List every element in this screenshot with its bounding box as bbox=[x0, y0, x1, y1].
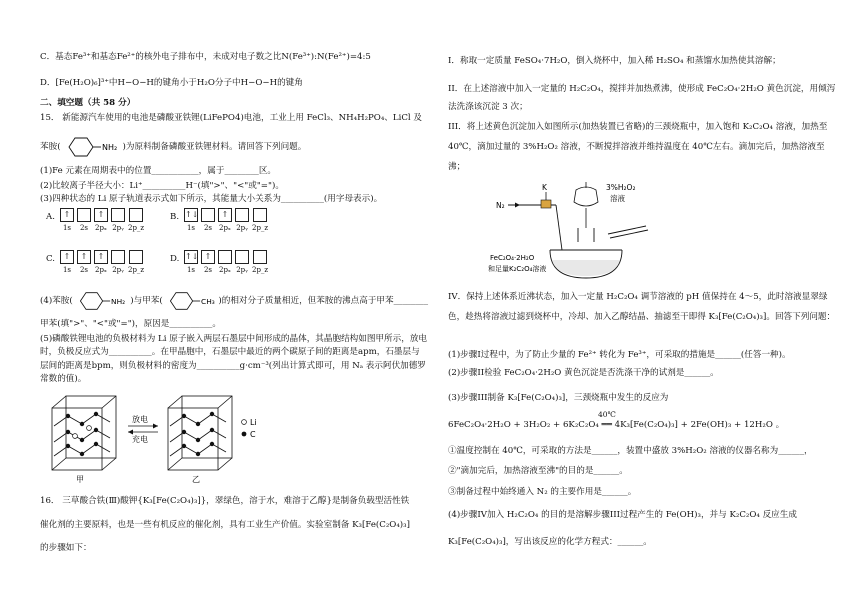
q15-part4d: 甲苯(填">"、"<"或"=")，原因是__________。 bbox=[40, 319, 221, 329]
orbital-label: 2s bbox=[79, 266, 89, 274]
nh2-text: NH₂ bbox=[110, 296, 125, 306]
left-column bbox=[40, 0, 428, 607]
q15-part2: (2)比较离子半径大小：Li⁺__________H⁻(填">"、"<"或"=")。 bbox=[40, 181, 284, 191]
aniline-structure bbox=[61, 136, 123, 158]
option-c: C．基态Fe³⁺和基态Fe²⁺的核外电子排布中，未成对电子数之比N(Fe³⁺):N(Fe²⁺)=4:5 bbox=[40, 52, 371, 62]
orbital-box: ↑ bbox=[60, 250, 74, 264]
orbital-d bbox=[170, 250, 271, 275]
apparatus-figure bbox=[486, 180, 666, 280]
orbital-box: ↑ bbox=[218, 208, 232, 222]
q16-stem-3: 的步骤如下： bbox=[40, 543, 92, 553]
orbital-label: 2p_z bbox=[128, 224, 145, 232]
orbital-box: ↑↓ bbox=[184, 250, 198, 264]
orbital-b bbox=[170, 208, 271, 233]
orbital-box: ↑ bbox=[94, 250, 108, 264]
q16-stem-1: 16． 三草酸合铁(Ⅲ)酸钾{K₃[Fe(C₂O₄)₃]}，翠绿色，溶于水，难溶于乙醇}是制备负载型活性铁 bbox=[40, 496, 410, 506]
orbital-label: 2s bbox=[203, 224, 213, 232]
orbital-label: 2pᵧ bbox=[112, 266, 124, 274]
orbital-a bbox=[46, 208, 147, 233]
q15-part4b: )与甲苯( bbox=[130, 295, 163, 306]
orbital-box bbox=[129, 250, 143, 264]
label-h2o2: 3%H₂O₂ bbox=[606, 183, 636, 192]
orbital-box: ↑ bbox=[77, 250, 91, 264]
label-charge: 充电 bbox=[132, 435, 148, 444]
dropping-funnel bbox=[574, 182, 598, 228]
crystal-figure bbox=[46, 392, 276, 484]
orbital-box: ↑ bbox=[94, 208, 108, 222]
orbital-box: ↑↓ bbox=[184, 208, 198, 222]
orbital-box bbox=[218, 250, 232, 264]
cell-jia bbox=[52, 396, 116, 470]
q15-part1: (1)Fe 元素在周期表中的位置___________，属于________区。 bbox=[40, 166, 277, 176]
legend-c: C bbox=[250, 430, 256, 439]
orbital-c bbox=[46, 250, 147, 275]
orbital-d-label: D. bbox=[170, 254, 180, 264]
label-solution: 溶液 bbox=[610, 194, 625, 203]
question-1: (1)步骤I过程中，为了防止少量的 Fe²⁺ 转化为 Fe³⁺，可采取的措施是______(任答一种)。 bbox=[448, 350, 791, 360]
question-2: (2)步骤II检验 FeC₂O₄·2H₂O 黄色沉淀是否洗涤干净的试剂是______。 bbox=[448, 368, 719, 378]
question-4a: (4)步骤IV加入 H₂C₂O₄ 的目的是溶解步骤III过程产生的 Fe(OH)₃，并与 K₂C₂O₄ 反应生成 bbox=[448, 510, 797, 520]
orbital-box bbox=[235, 250, 249, 264]
label-jia: 甲 bbox=[76, 475, 84, 484]
orbital-box: ↑ bbox=[60, 208, 74, 222]
q15-stem-2 bbox=[40, 136, 428, 158]
ch3-text: CH₃ bbox=[200, 296, 215, 306]
orbital-label: 2pᵧ bbox=[236, 266, 248, 274]
label-discharge: 放电 bbox=[132, 415, 148, 424]
orbital-label: 2pᵧ bbox=[112, 224, 124, 232]
q15-part5: (5)磷酸铁锂电池的负极材料为 Li 原子嵌入两层石墨层中间形成的晶体，其晶胞结构如图甲所示，放电时，负极反应式为__________。在甲晶胞中，石墨层中最近的两个碳原子间的距离是apm，石墨层与层间的距离是bpm，则负极材料的密度为__________g·cm⁻³(列出计算式即可，用 Nₐ 表示阿伏加德罗常数的值)。 bbox=[40, 334, 428, 384]
right-column bbox=[448, 0, 840, 607]
orbital-label: 2p_z bbox=[252, 266, 269, 274]
orbital-label: 2pᵧ bbox=[236, 224, 248, 232]
orbital-c-label: C. bbox=[46, 254, 56, 264]
orbital-label: 1s bbox=[186, 266, 196, 274]
q15-stem-1: 15． 新能源汽车使用的电池是磷酸亚铁锂(LiFePO4)电池，工业上用 FeCl₃、NH₄H₂PO₄、LiCl 及 bbox=[40, 113, 422, 123]
orbital-box bbox=[111, 208, 125, 222]
orbital-box bbox=[111, 250, 125, 264]
orbital-label: 2s bbox=[79, 224, 89, 232]
step-3: III．将上述黄色沉淀加入如图所示(加热装置已省略)的三颈烧瓶中，加入饱和 K₂C₂O₄ 溶液，加热至 40℃，滴加过量的 3%H₂O₂ 溶液，不断搅拌溶液并维持温度在 40℃左右。滴加完后，加热溶液至沸； bbox=[448, 122, 828, 172]
sub-question-1: ①温度控制在 40℃，可采取的方法是______，装置中盛放 3%H₂O₂ 溶液的仪器名称为______， bbox=[448, 446, 813, 456]
orbital-b-label: B. bbox=[170, 212, 180, 222]
question-4b: K₃[Fe(C₂O₄)₃]，写出该反应的化学方程式：______。 bbox=[448, 537, 652, 547]
nh2-text: NH₂ bbox=[101, 143, 117, 152]
label-n2: N₂ bbox=[496, 201, 505, 210]
q15-stem-2b: )为原料制备磷酸亚铁锂材料。请回答下列问题。 bbox=[122, 141, 307, 152]
label-fe-oxalate: FeC₂O₄·2H₂O bbox=[490, 254, 535, 262]
question-3: (3)步骤III制备 K₃[Fe(C₂O₄)₃]，三颈烧瓶中发生的反应为 bbox=[448, 393, 669, 403]
cell-yi bbox=[168, 396, 232, 470]
equation-condition: 40℃ bbox=[598, 410, 616, 419]
orbital-label: 1s bbox=[186, 224, 196, 232]
orbital-box bbox=[201, 208, 215, 222]
sub-question-2: ②"滴加完后，加热溶液至沸"的目的是______。 bbox=[448, 466, 628, 476]
q15-stem-2a: 苯胺( bbox=[40, 141, 61, 152]
equation: 6FeC₂O₄·2H₂O + 3H₂O₂ + 6K₂C₂O₄ ══ 4K₃[Fe(C₂O₄)₃] + 2Fe(OH)₃ + 12H₂O 。 bbox=[448, 420, 785, 430]
orbital-box bbox=[253, 250, 267, 264]
orbital-a-label: A. bbox=[46, 212, 55, 222]
q15-part4a: (4)苯胺( bbox=[40, 295, 73, 306]
toluene-structure bbox=[163, 290, 219, 312]
orbital-box bbox=[77, 208, 91, 222]
label-k: K bbox=[542, 183, 547, 192]
aniline-structure-2 bbox=[73, 290, 131, 312]
q15-part3: (3)四种状态的 Li 原子轨道表示式如下所示，其能量大小关系为__________(用字母表示)。 bbox=[40, 194, 383, 204]
section-title: 二、填空题（共 58 分） bbox=[40, 98, 136, 108]
q15-part4 bbox=[40, 290, 428, 312]
label-yi: 乙 bbox=[192, 475, 200, 484]
orbital-label: 1s bbox=[62, 266, 72, 274]
orbital-label: 2p_z bbox=[252, 224, 269, 232]
orbital-label: 2s bbox=[203, 266, 213, 274]
orbital-box bbox=[129, 208, 143, 222]
q16-stem-2: 催化剂的主要原料，也是一些有机反应的催化剂，具有工业生产价值。实验室制备 K₃[Fe(C₂O₄)₃] bbox=[40, 520, 410, 530]
orbital-label: 2pₓ bbox=[95, 266, 107, 274]
q15-part4c: )的相对分子质量相近，但苯胺的沸点高于甲苯________ bbox=[218, 295, 428, 306]
orbital-label: 2pₓ bbox=[219, 224, 231, 232]
orbital-box: ↑ bbox=[201, 250, 215, 264]
sub-question-3: ③制备过程中始终通入 N₂ 的主要作用是______。 bbox=[448, 487, 637, 497]
label-k-oxalate: 和足量K₂C₂O₄溶液 bbox=[488, 265, 547, 273]
orbital-label: 2p_z bbox=[128, 266, 145, 274]
orbital-label: 1s bbox=[62, 224, 72, 232]
step-2: II．在上述溶液中加入一定量的 H₂C₂O₄，搅拌并加热煮沸，使形成 FeC₂O₄·2H₂O 黄色沉淀，用倾泻法洗涤该沉淀 3 次； bbox=[448, 84, 836, 113]
legend-li: Li bbox=[250, 418, 257, 427]
orbital-label: 2pₓ bbox=[95, 224, 107, 232]
step-4: IV．保持上述体系近沸状态，加入一定量 H₂C₂O₄ 调节溶液的 pH 值保持在 4～5，此时溶液显翠绿色，趁热将溶液过滤到烧杯中，冷却、加入乙醇结晶、抽滤至干即得 K₃[Fe(C₂O₄)₃]。回答下列问题： bbox=[448, 292, 836, 322]
orbital-box bbox=[235, 208, 249, 222]
step-1: I．称取一定质量 FeSO₄·7H₂O，倒入烧杯中，加入稀 H₂SO₄ 和蒸馏水加热使其溶解； bbox=[448, 56, 781, 66]
option-d: D．[Fe(H₂O)₆]³⁺中H−O−H的键角小于H₂O分子中H−O−H的键角 bbox=[40, 78, 303, 88]
orbital-box bbox=[253, 208, 267, 222]
orbital-label: 2pₓ bbox=[219, 266, 231, 274]
